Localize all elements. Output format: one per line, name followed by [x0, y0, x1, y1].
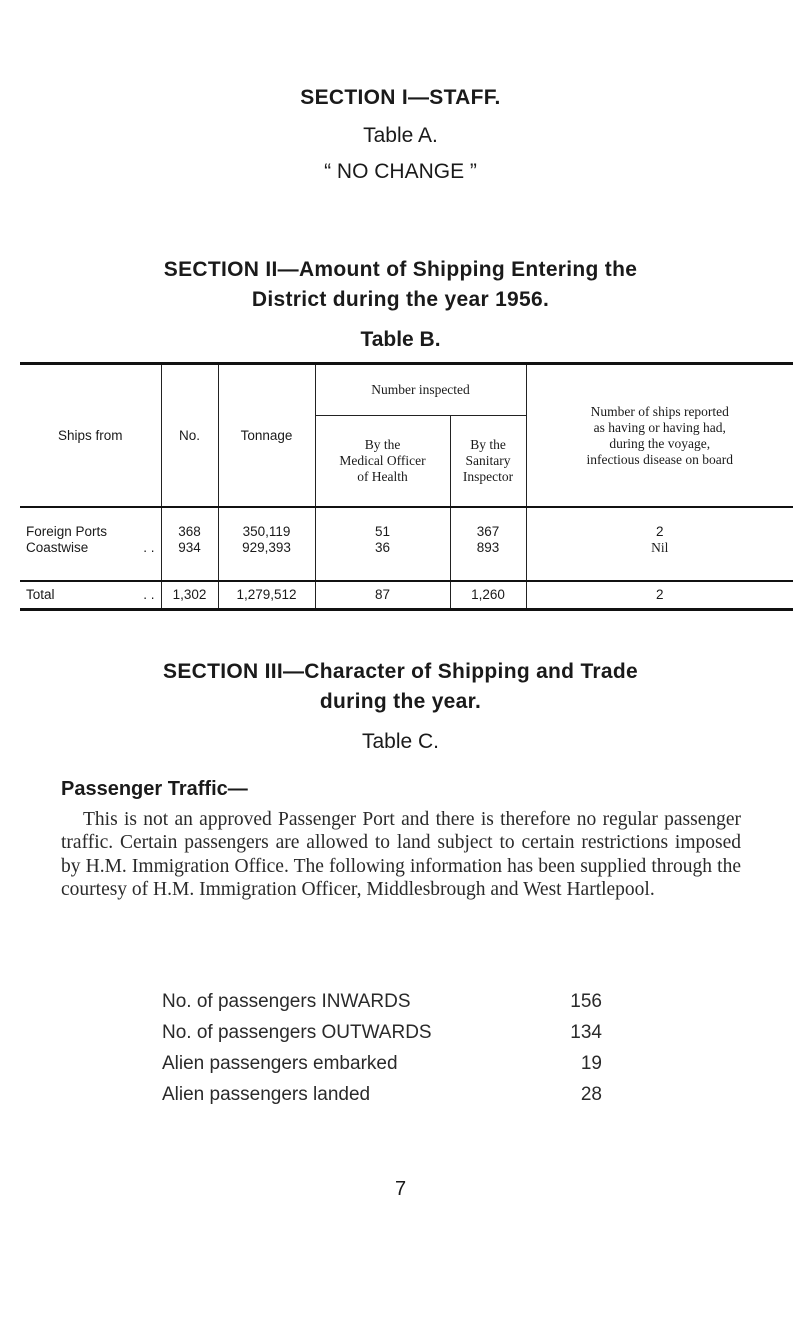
total-no: 1,302 [161, 581, 218, 610]
total-row [20, 581, 793, 610]
passenger-value: 28 [580, 1084, 602, 1105]
passenger-value: 134 [570, 1022, 602, 1043]
si-cell [450, 507, 526, 581]
header-tonnage: Tonnage [218, 364, 315, 508]
section3-title-line1: SECTION III—Character of Shipping and Trade [163, 660, 638, 683]
passenger-value: 156 [570, 991, 602, 1012]
list-item [162, 1048, 602, 1079]
ships-from-coastwise-wrap [26, 540, 161, 556]
table-row [20, 507, 793, 581]
section2-title-line1: SECTION II—Amount of Shipping Entering the [163, 258, 638, 281]
reported-cell [526, 507, 793, 581]
section3-title-line2: during the year. [319, 690, 482, 713]
page-number: 7 [394, 1178, 407, 1200]
moh-coastwise: 36 [374, 540, 391, 555]
tonnage-coastwise: 929,393 [242, 540, 291, 555]
passenger-traffic-title: Passenger Traffic— [61, 778, 248, 800]
reported-coastwise: Nil [651, 540, 669, 555]
total-label: Total [26, 587, 55, 602]
section2-title-line2: District during the year 1956. [251, 288, 550, 311]
total-label-cell [20, 581, 161, 610]
total-si: 1,260 [450, 581, 526, 610]
leader-dots: . . [143, 587, 155, 602]
header-by-si-line2: Sanitary [465, 453, 511, 468]
ships-from-foreign: Foreign Ports [26, 524, 108, 539]
header-ships-from: Ships from [20, 364, 161, 508]
shipping-table [20, 362, 793, 611]
list-item [162, 1079, 602, 1110]
header-by-si-line1: By the [470, 437, 506, 452]
table-a-label: Table A. [363, 124, 438, 147]
header-reported-line2: as having or having had, [593, 419, 726, 435]
si-coastwise: 893 [476, 540, 500, 555]
header-by-si [450, 416, 526, 508]
passenger-label: Alien passengers landed [162, 1084, 371, 1105]
table-c-label: Table C. [361, 730, 440, 753]
passenger-label: No. of passengers INWARDS [162, 991, 411, 1012]
header-reported-line4: infectious disease on board [586, 451, 734, 467]
moh-cell [315, 507, 450, 581]
total-moh: 87 [315, 581, 450, 610]
moh-foreign: 51 [374, 524, 391, 539]
header-by-moh-line2: Medical Officer [339, 453, 426, 468]
no-change-note: “ NO CHANGE ” [324, 160, 477, 183]
ships-from-coastwise: Coastwise [26, 540, 89, 555]
header-by-moh-line1: By the [364, 437, 401, 452]
passenger-value: 19 [580, 1053, 602, 1074]
header-by-si-line3: Inspector [462, 469, 514, 484]
section1-title: SECTION I—STAFF. [300, 86, 501, 109]
tonnage-cell [218, 507, 315, 581]
header-reported-line3: during the voyage, [609, 435, 711, 451]
passenger-paragraph: This is not an approved Passenger Port and there is therefore no regular passenger traffic. Certain passengers are allowed to land subject to certain restrictions imposed by H.M. Immigration Office. The following information has been supplied through the courtesy of H.M. Immigration Officer, Middlesbrough and West Hartlepool. [61, 809, 741, 901]
header-reported-line1: Number of ships reported [590, 403, 729, 419]
table-b-label: Table B. [360, 328, 441, 351]
no-cell [161, 507, 218, 581]
tonnage-foreign: 350,119 [242, 524, 291, 539]
header-number-inspected: Number inspected [315, 364, 526, 416]
list-item [162, 1017, 602, 1048]
si-foreign: 367 [476, 524, 500, 539]
total-tonnage: 1,279,512 [218, 581, 315, 610]
header-reported [526, 364, 793, 508]
ships-from-cell [20, 507, 161, 581]
passenger-list [162, 986, 602, 1110]
reported-foreign: 2 [655, 524, 664, 539]
leader-dots: . . [143, 540, 155, 555]
list-item [162, 986, 602, 1017]
passenger-label: No. of passengers OUTWARDS [162, 1022, 432, 1043]
passenger-label: Alien passengers embarked [162, 1053, 398, 1074]
header-by-moh-line3: of Health [357, 469, 408, 484]
header-by-moh [315, 416, 450, 508]
header-no: No. [161, 364, 218, 508]
no-foreign: 368 [178, 524, 201, 539]
no-coastwise: 934 [178, 540, 201, 555]
total-reported: 2 [526, 581, 793, 610]
